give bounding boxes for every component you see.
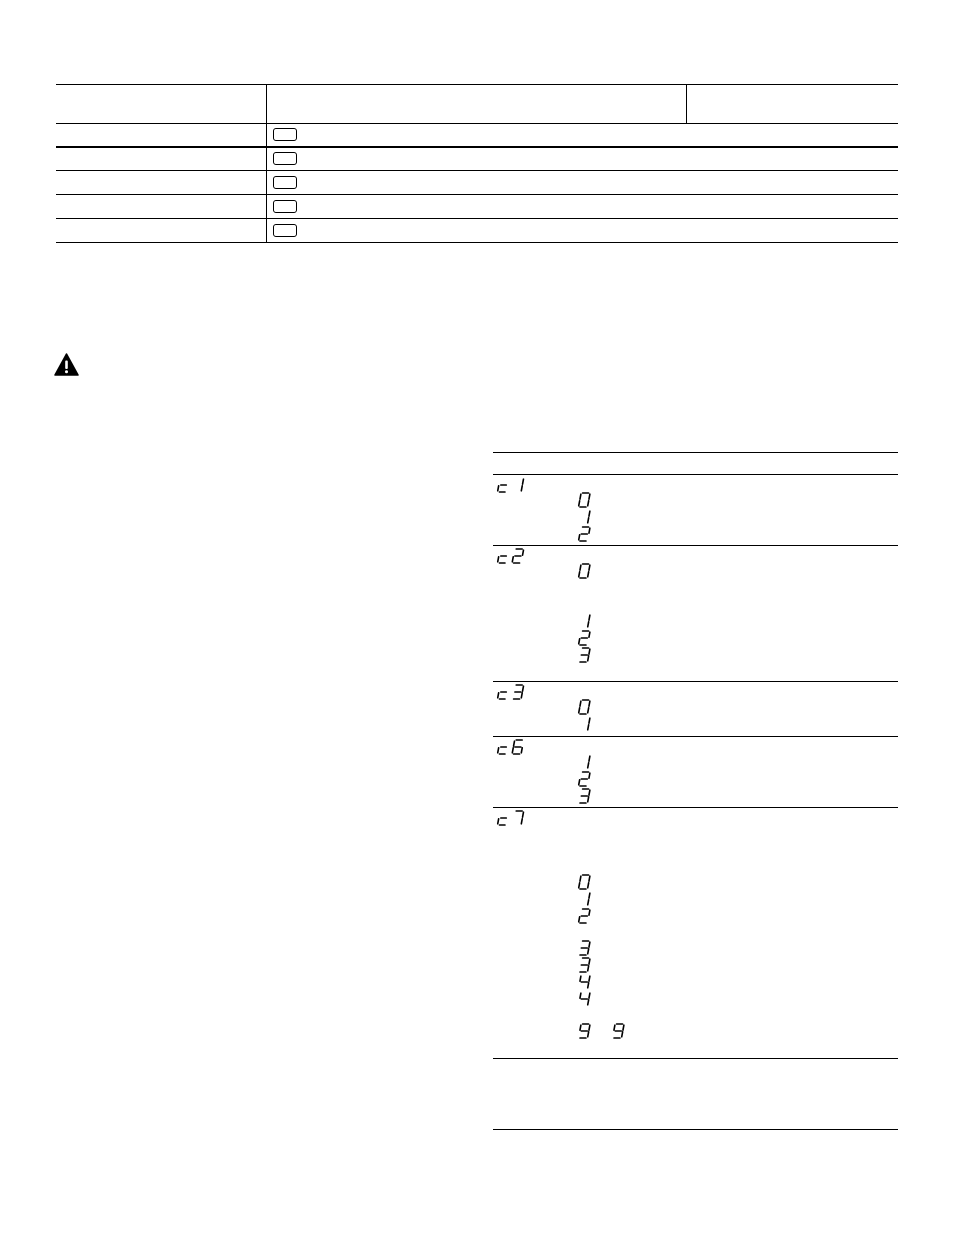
setting-value-c2-1 — [577, 613, 594, 629]
setting-value-c7-3 — [577, 957, 594, 973]
top-table-col-divider-2 — [686, 84, 687, 124]
warning-triangle-icon — [54, 353, 79, 381]
setting-value-c1-2 — [577, 526, 594, 542]
settings-table-rule-c7 — [493, 807, 898, 808]
top-table-rule-3 — [56, 194, 898, 195]
setting-code-c2 — [496, 548, 527, 564]
settings-table-header-rule — [493, 474, 898, 475]
setting-code-c6 — [496, 739, 527, 755]
top-table-header-rule — [56, 123, 898, 124]
setting-value-c2-2 — [577, 630, 594, 646]
settings-table-rule-end — [493, 1058, 898, 1059]
setting-value-c6-2 — [577, 771, 594, 787]
setting-value-c7-3 — [577, 940, 594, 956]
setting-value-c2-0 — [577, 563, 594, 579]
setting-value-c2-3 — [577, 647, 594, 663]
top-table-rule-2 — [56, 170, 898, 171]
setting-value-c7-0 — [577, 874, 594, 890]
settings-table-border-top — [493, 452, 898, 453]
settings-table-rule-c2 — [493, 545, 898, 546]
setting-value-c7-9 — [611, 1023, 628, 1039]
setting-value-c1-0 — [577, 492, 594, 508]
setting-value-c3-1 — [577, 716, 594, 732]
setting-value-c6-1 — [577, 754, 594, 770]
setting-value-c6-3 — [577, 788, 594, 804]
setting-value-c7-4 — [577, 974, 594, 990]
setting-value-c3-0 — [577, 699, 594, 715]
setting-value-c7-9 — [577, 1023, 594, 1039]
setting-code-c1 — [496, 477, 527, 493]
top-table-rule-4 — [56, 218, 898, 219]
button-icon — [273, 176, 297, 189]
button-icon — [273, 200, 297, 213]
settings-table-rule-c3 — [493, 681, 898, 682]
setting-value-c7-4 — [577, 991, 594, 1007]
top-table-border-top — [56, 84, 898, 85]
button-icon — [273, 152, 297, 165]
settings-table-border-bottom — [493, 1129, 898, 1130]
top-table-rule-1 — [56, 146, 898, 148]
settings-table-rule-c6 — [493, 736, 898, 737]
setting-value-c7-1 — [577, 891, 594, 907]
setting-value-c7-2 — [577, 908, 594, 924]
button-icon — [273, 128, 297, 141]
setting-code-c3 — [496, 684, 527, 700]
top-table-border-bottom — [56, 242, 898, 243]
setting-value-c1-1 — [577, 509, 594, 525]
button-icon — [273, 224, 297, 237]
setting-code-c7 — [496, 810, 527, 826]
